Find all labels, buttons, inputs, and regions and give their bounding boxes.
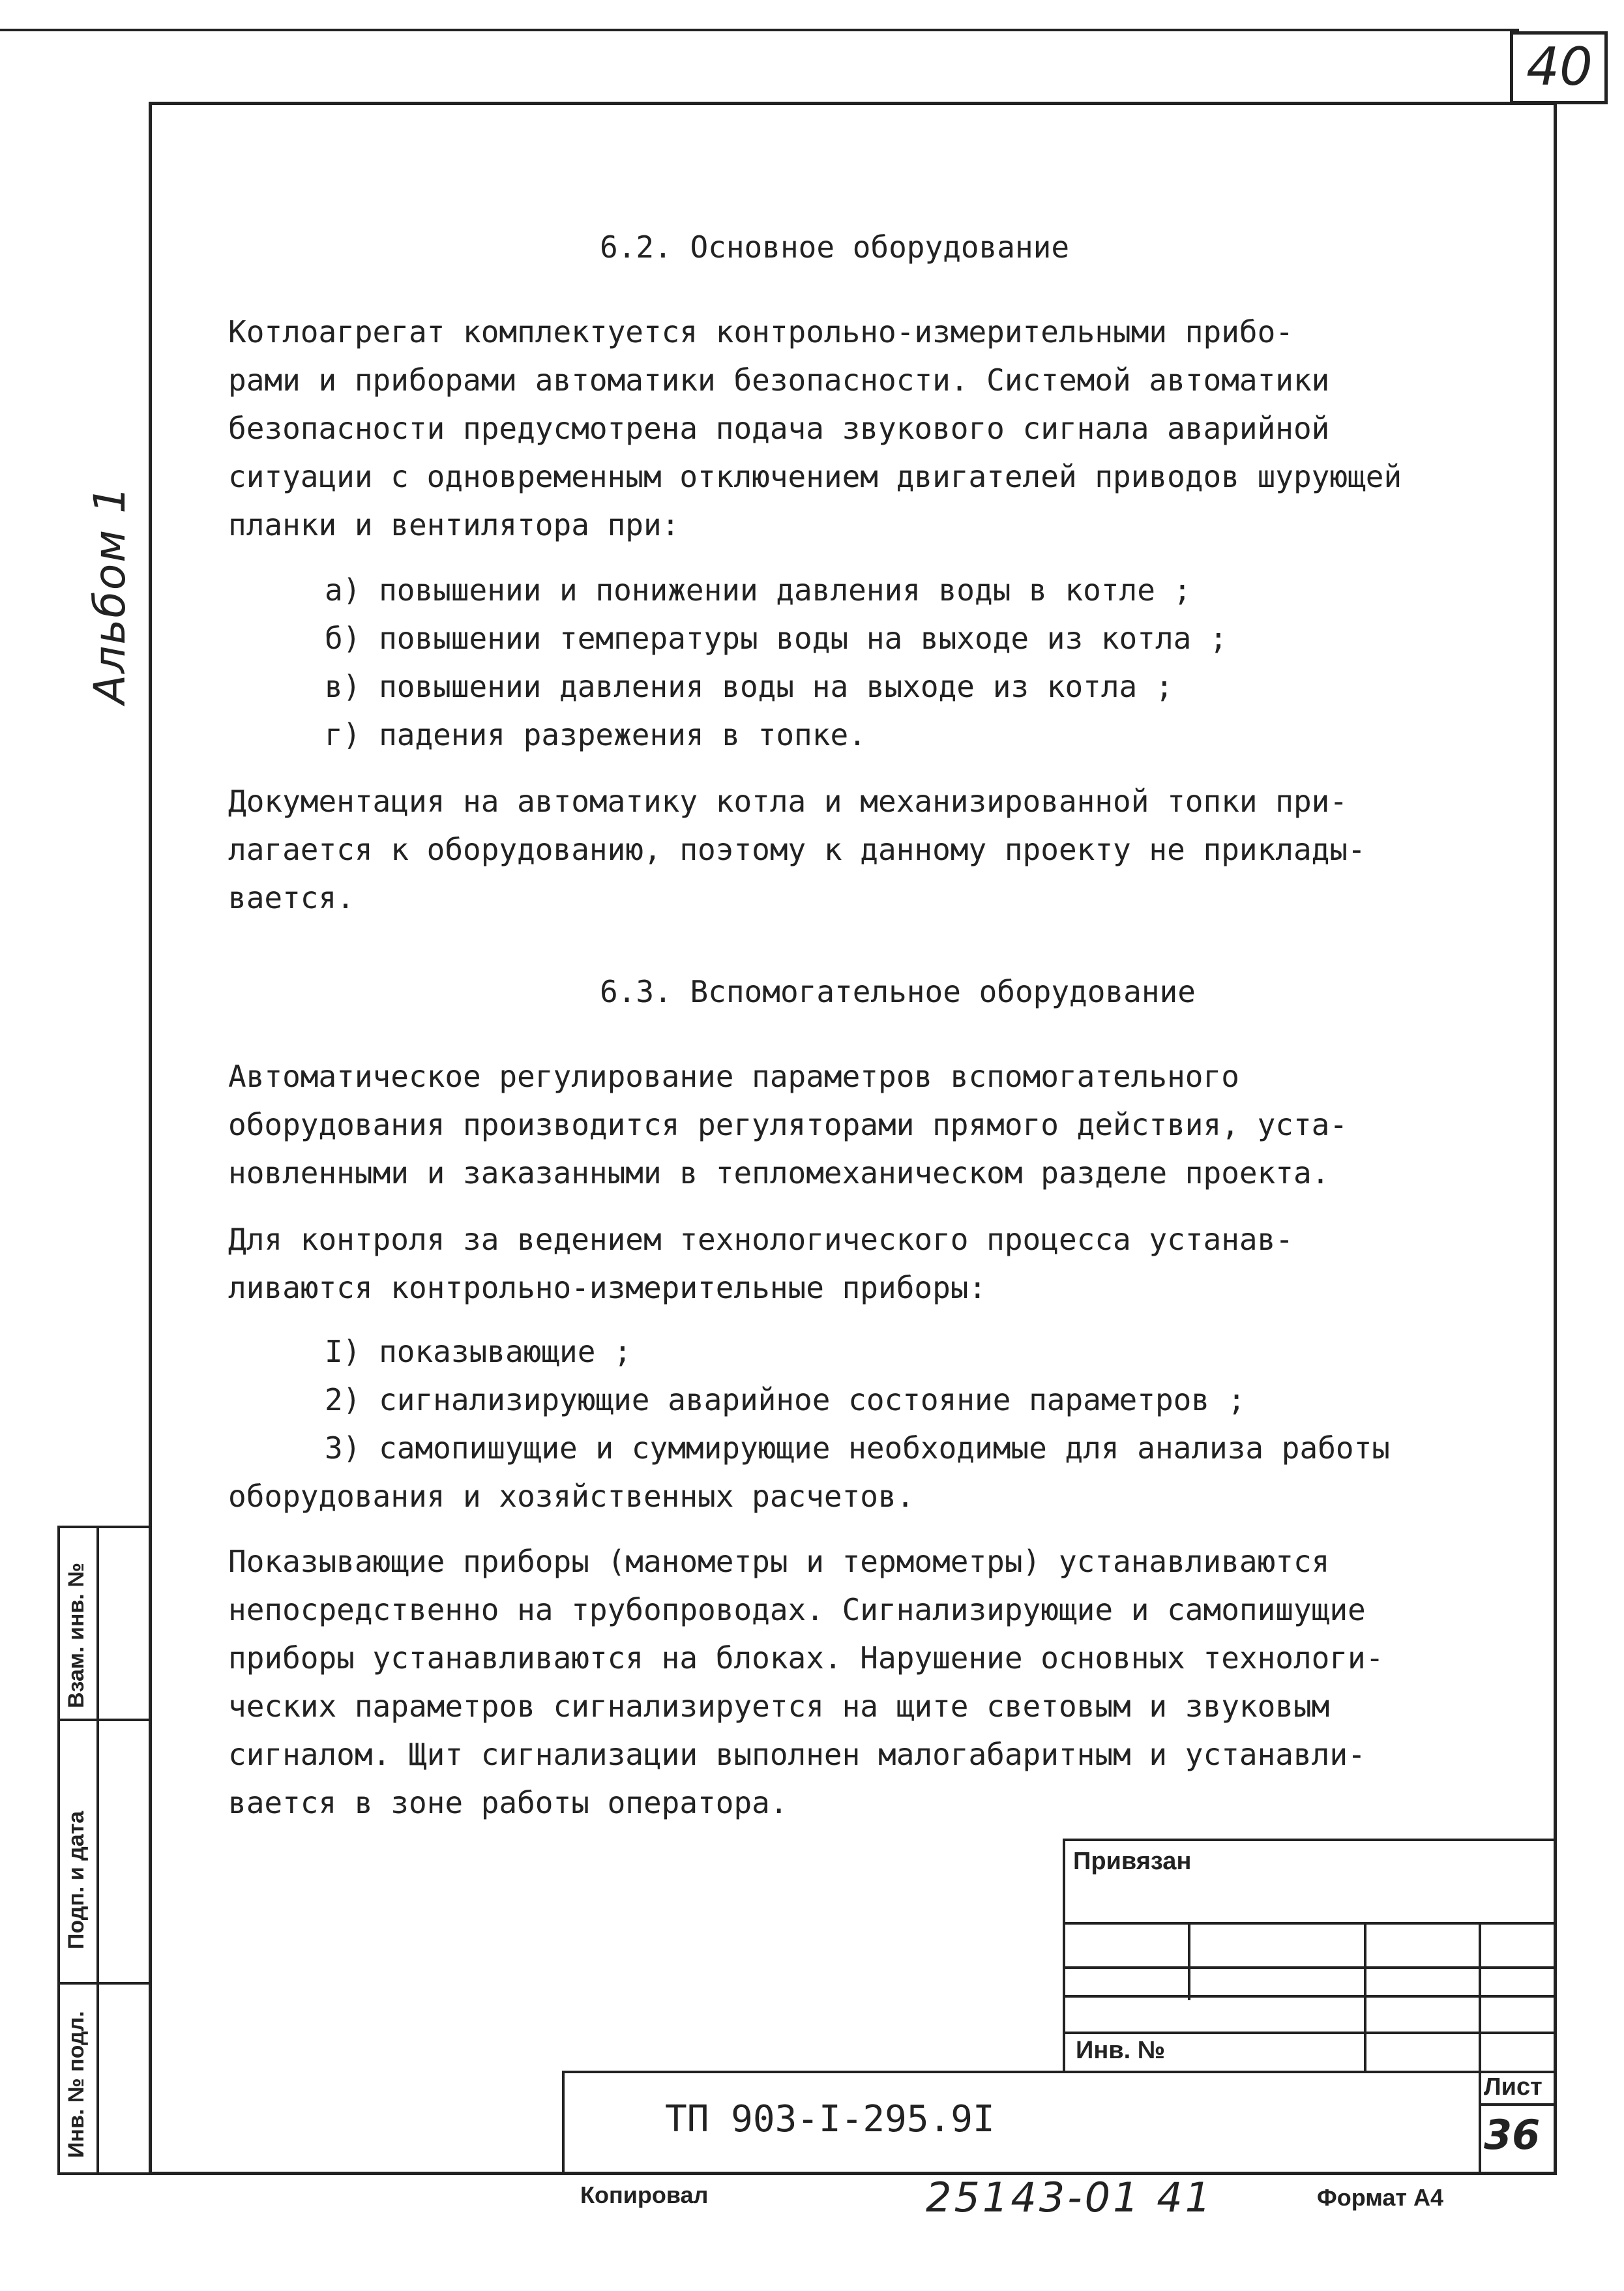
paragraph-line: ситуации с одновременным отключением двигателей приводов шурующей: [228, 459, 1402, 494]
paragraph-line: сигналом. Щит сигнализации выполнен малогабаритным и устанавли-: [228, 1737, 1366, 1772]
stamp-row-line: [1063, 1995, 1557, 1998]
strip-label-sign-date: Подп. и дата: [64, 1811, 89, 1949]
stamp-row-line: [1063, 1966, 1557, 1969]
paragraph-line: новленными и заказанными в тепломеханическом разделе проекта.: [228, 1155, 1330, 1190]
strip-divider: [57, 1982, 149, 1985]
paragraph-line: планки и вентилятора при:: [228, 507, 680, 542]
stamp-inv-no-label: Инв. №: [1076, 2037, 1166, 2064]
paragraph-line: непосредственно на трубопроводах. Сигнализирующие и самопишущие: [228, 1592, 1366, 1627]
footer-handwritten-number: 25143-01 41: [926, 2174, 1214, 2221]
section-heading-6-2: 6.2. Основное оборудование: [600, 229, 1070, 265]
stamp-col-line: [1188, 1922, 1190, 2000]
paragraph-line: Для контроля за ведением технологического процесса устанав-: [228, 1222, 1293, 1257]
paragraph-line: рами и приборами автоматики безопасности. Системой автоматики: [228, 362, 1330, 398]
paragraph-line: ческих параметров сигнализируется на щите световым и звуковым: [228, 1689, 1330, 1724]
strip-divider: [57, 1719, 149, 1721]
list-item: 2) сигнализирующие аварийное состояние параметров ;: [325, 1382, 1246, 1417]
list-item-continuation: оборудования и хозяйственных расчетов.: [228, 1479, 915, 1514]
footer-format-label: Формат А4: [1317, 2184, 1444, 2211]
stamp-col-line: [1479, 1922, 1481, 2071]
list-item: I) показывающие ;: [325, 1334, 632, 1369]
top-rule: [0, 29, 1519, 31]
stamp-bound-label: Привязан: [1073, 1848, 1192, 1875]
stamp-col-line: [1479, 2071, 1481, 2175]
list-item: 3) самопишущие и суммирующие необходимые для анализа работы: [325, 1430, 1390, 1466]
list-item: б) повышении температуры воды на выходе из котла ;: [325, 621, 1228, 656]
paragraph-line: Документация на автоматику котла и механизированной топки при-: [228, 784, 1348, 819]
strip-label-inv-orig: Инв. № подл.: [64, 2011, 89, 2158]
paragraph-line: вается.: [228, 880, 355, 915]
stamp-sheet-label: Лист: [1484, 2073, 1543, 2101]
paragraph-line: безопасности предусмотрена подача звукового сигнала аварийной: [228, 411, 1330, 446]
stamp-row-line: [1063, 2032, 1557, 2034]
paragraph-line: Котлоагрегат комплектуется контрольно-измерительными прибо-: [228, 314, 1293, 349]
stamp-col-line: [1364, 1922, 1366, 2071]
stamp-row-line: [1063, 1922, 1557, 1925]
paragraph-line: приборы устанавливаются на блоках. Нарушение основных технологи-: [228, 1640, 1384, 1676]
paragraph-line: лагается к оборудованию, поэтому к данному проекту не приклады-: [228, 832, 1366, 867]
footer-copied-label: Копировал: [580, 2181, 709, 2208]
album-label: Альбом 1: [85, 484, 135, 704]
paragraph-line: ливаются контрольно-измерительные приборы:: [228, 1270, 987, 1305]
paragraph-line: оборудования производится регуляторами прямого действия, уста-: [228, 1107, 1348, 1142]
list-item: г) падения разрежения в топке.: [325, 717, 866, 752]
stamp-sheet-value: 36: [1484, 2111, 1541, 2159]
document-number: ТП 903-I-295.9I: [665, 2098, 995, 2140]
list-item: а) повышении и понижении давления воды в котле ;: [325, 572, 1192, 608]
stamp-row-line: [1479, 2103, 1557, 2106]
paragraph-line: Показывающие приборы (манометры и термометры) устанавливаются: [228, 1544, 1330, 1579]
strip-divider: [96, 1526, 99, 2175]
list-item: в) повышении давления воды на выходе из котла ;: [325, 669, 1174, 704]
sheet-number: 40: [1526, 37, 1593, 97]
paragraph-line: вается в зоне работы оператора.: [228, 1785, 788, 1820]
section-heading-6-3: 6.3. Вспомогательное оборудование: [600, 974, 1196, 1009]
paragraph-line: Автоматическое регулирование параметров вспомогательного: [228, 1059, 1239, 1094]
strip-label-swap-inv: Взам. инв. №: [64, 1562, 89, 1708]
